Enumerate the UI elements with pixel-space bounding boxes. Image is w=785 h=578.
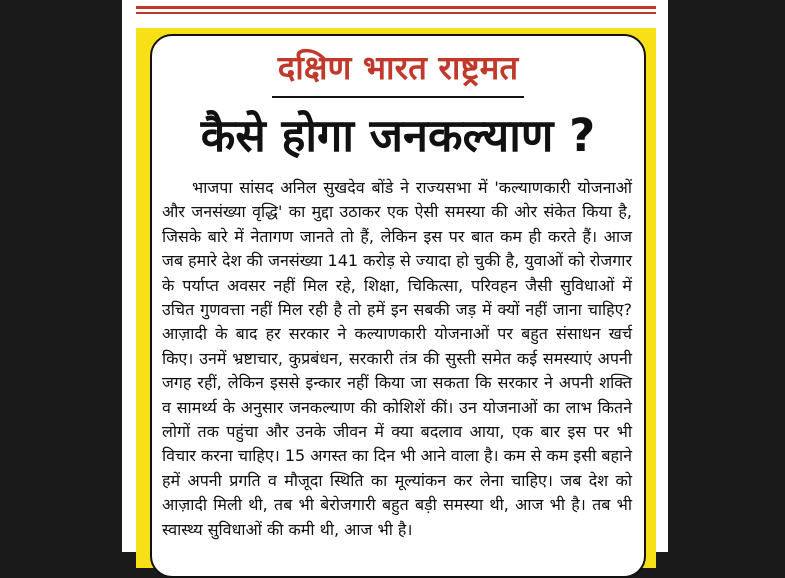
masthead: दक्षिण भारत राष्ट्रमत xyxy=(277,48,519,87)
masthead-underline xyxy=(272,96,524,98)
top-red-rule xyxy=(136,6,656,9)
newspaper-page xyxy=(122,0,668,552)
top-red-rule-thin xyxy=(136,12,656,14)
headline: कैसे होगा जनकल्याण ? xyxy=(200,109,596,162)
article-body: भाजपा सांसद अनिल सुखदेव बोंडे ने राज्यसभा में 'कल्याणकारी योजनाओं और जनसंख्या वृद्धि' का मुद्दा उठाकर एक ऐसी समस्या की ओर संकेत किया है, जिसके बारे में नेतागण जानते तो हैं, लेकिन इस पर बात कम ही करते हैं। आज जब हमारे देश की जनसंख्या 141 करोड़ से ज्यादा हो चुकी है, युवाओं को रोजगार के पर्याप्त अवसर नहीं मिल रहे, शिक्षा, चिकित्सा, परिवहन जैसी सुविधाओं में उचित गुणवत्ता नहीं मिल रही है तो हमें इन सबकी जड़ में क्यों नहीं जाना चाहिए? आज़ादी के बाद हर सरकार ने कल्याणकारी योजनाओं पर बहुत संसाधन खर्च किए। उनमें भ्रष्टाचार, कुप्रबंधन, सरकारी तंत्र की सुस्ती समेत कई समस्याएं अपनी जगह रहीं, लेकिन इससे इन्कार नहीं किया जा सकता कि सरकार ने अपनी शक्ति व सामर्थ्य के अनुसार जनकल्याण की कोशिशें कीं। उन योजनाओं का लाभ कितने लोगों तक पहुंचा और उनके जीवन में क्या बदलाव आया, एक बार इस पर भी विचार करना चाहिए। 15 अगस्त का दिन भी आने वाला है। कम से कम इसी बहाने हमें अपनी प्रगति व मौजूदा स्थिति का मूल्यांकन कर लेना चाहिए। जब देश को आज़ादी मिली थी, तब भी बेरोजगारी बहुत बड़ी समस्या थी, आज भी है। तब भी स्वास्थ्य सुविधाओं की कमी थी, आज भी है। xyxy=(162,178,632,539)
editorial-card xyxy=(150,34,646,578)
